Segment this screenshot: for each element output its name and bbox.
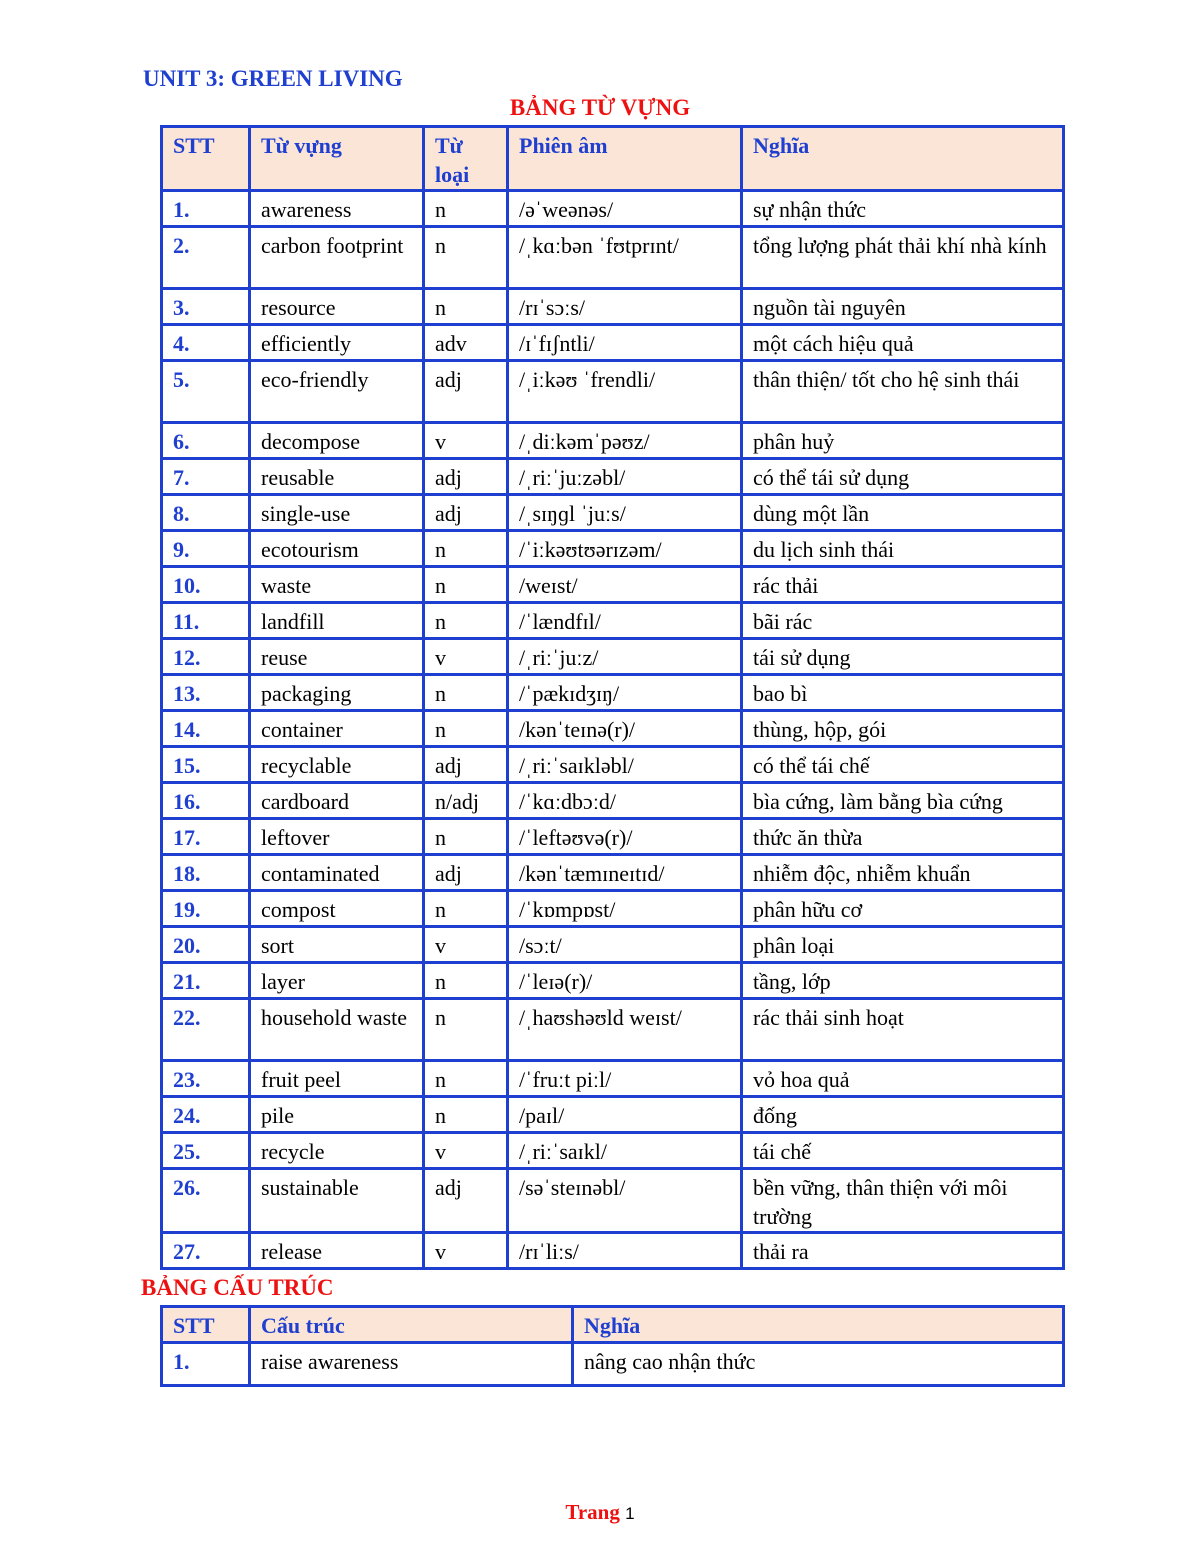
pronunciation-cell: /rɪˈliːs/: [508, 1233, 742, 1269]
meaning-cell: có thể tái chế: [742, 747, 1064, 783]
page-number: 1: [625, 1504, 635, 1523]
table-row: [162, 1097, 1064, 1133]
header-structure: Cấu trúc: [250, 1307, 573, 1343]
word-cell: release: [250, 1233, 424, 1269]
pronunciation-cell: /ˈleftəʊvə(r)/: [508, 819, 742, 855]
meaning-cell: rác thải sinh hoạt: [742, 999, 1064, 1061]
table-row: [162, 325, 1064, 361]
pronunciation-cell: /weɪst/: [508, 567, 742, 603]
word-cell: decompose: [250, 423, 424, 459]
word-cell: recycle: [250, 1133, 424, 1169]
pronunciation-cell: /əˈweənəs/: [508, 191, 742, 227]
row-number: 26.: [162, 1169, 250, 1233]
part-of-speech-cell: adj: [424, 1169, 508, 1233]
table-row: [162, 567, 1064, 603]
row-number: 14.: [162, 711, 250, 747]
meaning-cell: sự nhận thức: [742, 191, 1064, 227]
row-number: 25.: [162, 1133, 250, 1169]
part-of-speech-cell: n: [424, 999, 508, 1061]
word-cell: layer: [250, 963, 424, 999]
row-number: 24.: [162, 1097, 250, 1133]
part-of-speech-cell: n: [424, 675, 508, 711]
pronunciation-cell: /ˈkɒmpɒst/: [508, 891, 742, 927]
row-number: 5.: [162, 361, 250, 423]
table-row: [162, 747, 1064, 783]
row-number: 21.: [162, 963, 250, 999]
meaning-cell: tầng, lớp: [742, 963, 1064, 999]
header-pronunciation: Phiên âm: [508, 127, 742, 191]
word-cell: carbon footprint: [250, 227, 424, 289]
part-of-speech-cell: n: [424, 963, 508, 999]
row-number: 12.: [162, 639, 250, 675]
part-of-speech-cell: n: [424, 191, 508, 227]
part-of-speech-cell: adj: [424, 855, 508, 891]
row-number: 13.: [162, 675, 250, 711]
pronunciation-cell: /paɪl/: [508, 1097, 742, 1133]
row-number: 11.: [162, 603, 250, 639]
part-of-speech-cell: n: [424, 1061, 508, 1097]
meaning-cell: tái chế: [742, 1133, 1064, 1169]
word-cell: packaging: [250, 675, 424, 711]
part-of-speech-cell: v: [424, 1133, 508, 1169]
part-of-speech-cell: adj: [424, 459, 508, 495]
word-cell: efficiently: [250, 325, 424, 361]
word-cell: cardboard: [250, 783, 424, 819]
row-number: 17.: [162, 819, 250, 855]
word-cell: fruit peel: [250, 1061, 424, 1097]
table-row: [162, 459, 1064, 495]
page-label: Trang: [565, 1500, 620, 1524]
word-cell: leftover: [250, 819, 424, 855]
part-of-speech-cell: adj: [424, 495, 508, 531]
header-meaning: Nghĩa: [742, 127, 1064, 191]
pronunciation-cell: /səˈsteɪnəbl/: [508, 1169, 742, 1233]
pronunciation-cell: /ˌsɪŋɡl ˈjuːs/: [508, 495, 742, 531]
pronunciation-cell: /kənˈtæmɪneɪtɪd/: [508, 855, 742, 891]
meaning-cell: thân thiện/ tốt cho hệ sinh thái: [742, 361, 1064, 423]
table-row: [162, 999, 1064, 1061]
row-number: 9.: [162, 531, 250, 567]
part-of-speech-cell: n: [424, 1097, 508, 1133]
part-of-speech-cell: n/adj: [424, 783, 508, 819]
row-number: 3.: [162, 289, 250, 325]
word-cell: reusable: [250, 459, 424, 495]
table-row: [162, 1061, 1064, 1097]
header-meaning: Nghĩa: [573, 1307, 1064, 1343]
structure-header-row: [162, 1307, 1064, 1343]
word-cell: recyclable: [250, 747, 424, 783]
meaning-cell: đống: [742, 1097, 1064, 1133]
table-row: [162, 1343, 1064, 1386]
pronunciation-cell: /ˈkɑːdbɔːd/: [508, 783, 742, 819]
word-cell: awareness: [250, 191, 424, 227]
table-row: [162, 639, 1064, 675]
pronunciation-cell: /ˈleɪə(r)/: [508, 963, 742, 999]
meaning-cell: nhiễm độc, nhiễm khuẩn: [742, 855, 1064, 891]
vocabulary-table: [160, 125, 1065, 1270]
part-of-speech-cell: v: [424, 1233, 508, 1269]
row-number: 16.: [162, 783, 250, 819]
meaning-cell: phân loại: [742, 927, 1064, 963]
word-cell: resource: [250, 289, 424, 325]
table-row: [162, 711, 1064, 747]
row-number: 4.: [162, 325, 250, 361]
part-of-speech-cell: n: [424, 227, 508, 289]
vocabulary-header-row: [162, 127, 1064, 191]
structure-cell: raise awareness: [250, 1343, 573, 1386]
table-row: [162, 675, 1064, 711]
meaning-cell: thức ăn thừa: [742, 819, 1064, 855]
row-number: 1.: [162, 191, 250, 227]
word-cell: single-use: [250, 495, 424, 531]
meaning-cell: bãi rác: [742, 603, 1064, 639]
meaning-cell: tổng lượng phát thải khí nhà kính: [742, 227, 1064, 289]
meaning-cell: vỏ hoa quả: [742, 1061, 1064, 1097]
structure-table-title: BẢNG CẤU TRÚC: [141, 1275, 334, 1300]
row-number: 20.: [162, 927, 250, 963]
pronunciation-cell: /ˌkɑːbən ˈfʊtprɪnt/: [508, 227, 742, 289]
row-number: 10.: [162, 567, 250, 603]
table-row: [162, 227, 1064, 289]
table-row: [162, 927, 1064, 963]
row-number: 2.: [162, 227, 250, 289]
word-cell: household waste: [250, 999, 424, 1061]
unit-title: UNIT 3: GREEN LIVING: [143, 66, 403, 91]
word-cell: waste: [250, 567, 424, 603]
part-of-speech-cell: n: [424, 567, 508, 603]
table-row: [162, 531, 1064, 567]
table-row: [162, 855, 1064, 891]
header-stt: STT: [162, 1307, 250, 1343]
pronunciation-cell: /ˌriːˈjuːzəbl/: [508, 459, 742, 495]
table-row: [162, 783, 1064, 819]
table-row: [162, 891, 1064, 927]
pronunciation-cell: /rɪˈsɔːs/: [508, 289, 742, 325]
pronunciation-cell: /ˌiːkəʊ ˈfrendli/: [508, 361, 742, 423]
part-of-speech-cell: n: [424, 891, 508, 927]
meaning-cell: phân huỷ: [742, 423, 1064, 459]
table-row: [162, 289, 1064, 325]
row-number: 7.: [162, 459, 250, 495]
meaning-cell: nâng cao nhận thức: [573, 1343, 1064, 1386]
row-number: 22.: [162, 999, 250, 1061]
row-number: 15.: [162, 747, 250, 783]
pronunciation-cell: /kənˈteɪnə(r)/: [508, 711, 742, 747]
meaning-cell: có thể tái sử dụng: [742, 459, 1064, 495]
row-number: 18.: [162, 855, 250, 891]
table-row: [162, 1169, 1064, 1233]
header-stt: STT: [162, 127, 250, 191]
header-part-of-speech: Từ loại: [424, 127, 508, 191]
pronunciation-cell: /ˈiːkəʊtʊərɪzəm/: [508, 531, 742, 567]
header-word: Từ vựng: [250, 127, 424, 191]
word-cell: compost: [250, 891, 424, 927]
table-row: [162, 423, 1064, 459]
word-cell: sort: [250, 927, 424, 963]
table-row: [162, 603, 1064, 639]
word-cell: ecotourism: [250, 531, 424, 567]
pronunciation-cell: /ˌhaʊshəʊld weɪst/: [508, 999, 742, 1061]
table-row: [162, 819, 1064, 855]
meaning-cell: phân hữu cơ: [742, 891, 1064, 927]
part-of-speech-cell: adj: [424, 361, 508, 423]
table-row: [162, 495, 1064, 531]
row-number: 1.: [162, 1343, 250, 1386]
meaning-cell: thùng, hộp, gói: [742, 711, 1064, 747]
pronunciation-cell: /ˌriːˈsaɪkl/: [508, 1133, 742, 1169]
table-row: [162, 361, 1064, 423]
part-of-speech-cell: v: [424, 639, 508, 675]
word-cell: landfill: [250, 603, 424, 639]
row-number: 27.: [162, 1233, 250, 1269]
word-cell: pile: [250, 1097, 424, 1133]
word-cell: contaminated: [250, 855, 424, 891]
part-of-speech-cell: v: [424, 927, 508, 963]
word-cell: reuse: [250, 639, 424, 675]
pronunciation-cell: /ɪˈfɪʃntli/: [508, 325, 742, 361]
word-cell: eco-friendly: [250, 361, 424, 423]
row-number: 8.: [162, 495, 250, 531]
part-of-speech-cell: n: [424, 711, 508, 747]
vocabulary-table-title: BẢNG TỪ VỰNG: [509, 95, 691, 120]
table-row: [162, 191, 1064, 227]
pronunciation-cell: /sɔːt/: [508, 927, 742, 963]
word-cell: sustainable: [250, 1169, 424, 1233]
table-row: [162, 1233, 1064, 1269]
part-of-speech-cell: adj: [424, 747, 508, 783]
meaning-cell: tái sử dụng: [742, 639, 1064, 675]
structure-table: [160, 1305, 1065, 1387]
meaning-cell: bao bì: [742, 675, 1064, 711]
part-of-speech-cell: n: [424, 289, 508, 325]
meaning-cell: rác thải: [742, 567, 1064, 603]
pronunciation-cell: /ˈfruːt piːl/: [508, 1061, 742, 1097]
part-of-speech-cell: adv: [424, 325, 508, 361]
meaning-cell: một cách hiệu quả: [742, 325, 1064, 361]
part-of-speech-cell: n: [424, 531, 508, 567]
meaning-cell: du lịch sinh thái: [742, 531, 1064, 567]
pronunciation-cell: /ˈlændfɪl/: [508, 603, 742, 639]
pronunciation-cell: /ˌdiːkəmˈpəʊz/: [508, 423, 742, 459]
table-row: [162, 1133, 1064, 1169]
meaning-cell: dùng một lần: [742, 495, 1064, 531]
row-number: 6.: [162, 423, 250, 459]
pronunciation-cell: /ˈpækɪdʒɪŋ/: [508, 675, 742, 711]
row-number: 23.: [162, 1061, 250, 1097]
meaning-cell: bền vững, thân thiện với môi trường: [742, 1169, 1064, 1233]
meaning-cell: nguồn tài nguyên: [742, 289, 1064, 325]
page-footer: [0, 1500, 1200, 1525]
meaning-cell: bìa cứng, làm bằng bìa cứng: [742, 783, 1064, 819]
row-number: 19.: [162, 891, 250, 927]
table-row: [162, 963, 1064, 999]
part-of-speech-cell: n: [424, 603, 508, 639]
word-cell: container: [250, 711, 424, 747]
part-of-speech-cell: v: [424, 423, 508, 459]
part-of-speech-cell: n: [424, 819, 508, 855]
meaning-cell: thải ra: [742, 1233, 1064, 1269]
pronunciation-cell: /ˌriːˈsaɪkləbl/: [508, 747, 742, 783]
pronunciation-cell: /ˌriːˈjuːz/: [508, 639, 742, 675]
